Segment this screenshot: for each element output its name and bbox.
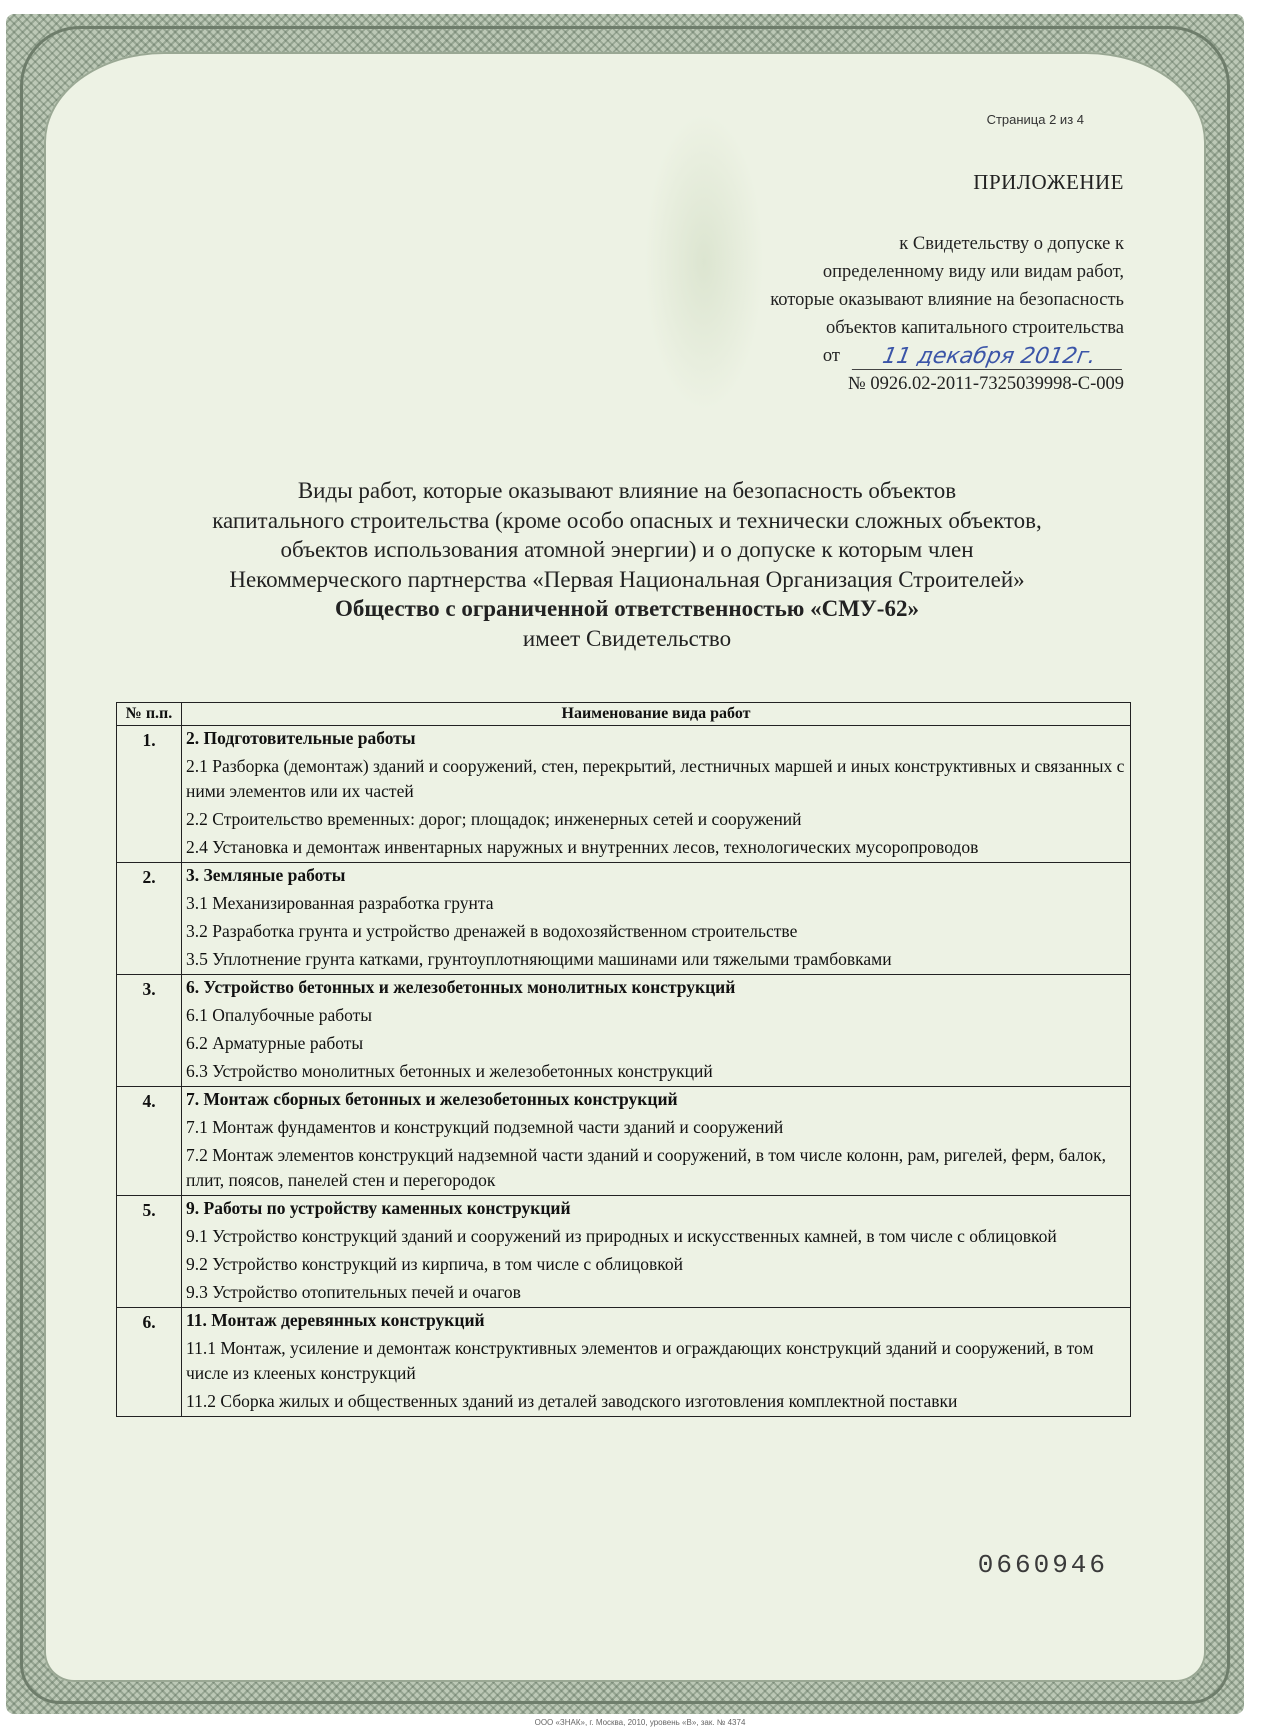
- header-num: № п.п.: [117, 703, 182, 726]
- ref-line-2: определенному виду или видам работ,: [822, 262, 1124, 282]
- table-row: [117, 1087, 1131, 1196]
- work-item: 6.1 Опалубочные работы: [186, 1005, 373, 1025]
- certificate-reference: [770, 230, 1124, 398]
- table-row: [117, 975, 1131, 1087]
- table-row: [117, 863, 1131, 975]
- handwritten-date: 11 декабря 2012г.: [852, 345, 1126, 370]
- row-content: [182, 1087, 1131, 1196]
- work-item: 2.1 Разборка (демонтаж) зданий и сооружений, стен, перекрытий, лестничных маршей и иных конструктивных и связанных с ними элементов или их частей: [186, 756, 1125, 801]
- serial-number: 0660946: [977, 1550, 1108, 1580]
- work-item: 3.2 Разработка грунта и устройство дренажей в водохозяйственном строительстве: [186, 921, 798, 941]
- date-prefix: от: [822, 346, 840, 366]
- work-item: 3.5 Уплотнение грунта катками, грунтоуплотняющими машинами или тяжелыми трамбовками: [186, 949, 892, 969]
- work-item: 11.2 Сборка жилых и общественных зданий из деталей заводского изготовления комплектной поставки: [186, 1391, 958, 1411]
- works-table-body: [117, 726, 1131, 1417]
- heading-line-2: капитального строительства (кроме особо опасных и технически сложных объектов,: [212, 507, 1042, 533]
- section-title: 2. Подготовительные работы: [186, 728, 416, 748]
- header-name: Наименование вида работ: [182, 703, 1131, 726]
- table-row: [117, 1196, 1131, 1308]
- work-item: 6.2 Арматурные работы: [186, 1033, 364, 1053]
- row-number: 1.: [117, 726, 182, 863]
- section-title: 6. Устройство бетонных и железобетонных монолитных конструкций: [186, 977, 736, 997]
- row-number: 4.: [117, 1087, 182, 1196]
- work-item: 6.3 Устройство монолитных бетонных и железобетонных конструкций: [186, 1061, 713, 1081]
- row-number: 6.: [117, 1308, 182, 1417]
- ref-line-1: к Свидетельству о допуске к: [899, 234, 1124, 254]
- row-number: 2.: [117, 863, 182, 975]
- row-content: [182, 726, 1131, 863]
- heading-line-3: объектов использования атомной энергии) и о допуске к которым член: [280, 537, 974, 562]
- certificate-number: № 0926.02-2011-7325039998-С-009: [848, 374, 1124, 394]
- row-number: 3.: [117, 975, 182, 1087]
- work-item: 3.1 Механизированная разработка грунта: [186, 893, 494, 913]
- ref-line-4: объектов капитального строительства: [825, 318, 1124, 338]
- section-title: 7. Монтаж сборных бетонных и железобетонных конструкций: [186, 1089, 678, 1109]
- work-item: 2.2 Строительство временных: дорог; площадок; инженерных сетей и сооружений: [186, 809, 802, 829]
- work-item: 2.4 Установка и демонтаж инвентарных наружных и внутренних лесов, технологических мусоропроводов: [186, 837, 979, 857]
- heading-line-4: Некоммерческого партнерства «Первая Национальная Организация Строителей»: [229, 566, 1025, 592]
- row-content: [182, 1196, 1131, 1308]
- table-row: [117, 1308, 1131, 1417]
- table-row: [117, 726, 1131, 863]
- work-item: 9.1 Устройство конструкций зданий и сооружений из природных и искусственных камней, в том числе с облицовкой: [186, 1226, 1057, 1246]
- appendix-title: ПРИЛОЖЕНИЕ: [973, 170, 1124, 194]
- row-content: [182, 975, 1131, 1087]
- document-heading: [112, 476, 1142, 653]
- ref-date-line: [770, 342, 1124, 370]
- heading-line-6: имеет Свидетельство: [522, 625, 732, 651]
- works-table: [116, 702, 1131, 1417]
- company-name: Общество с ограниченной ответственностью «СМУ-62»: [335, 596, 919, 621]
- row-content: [182, 863, 1131, 975]
- section-title: 3. Земляные работы: [186, 865, 346, 885]
- row-number: 5.: [117, 1196, 182, 1308]
- table-header-row: [117, 703, 1131, 726]
- section-title: 9. Работы по устройству каменных конструкций: [186, 1198, 571, 1218]
- work-item: 7.2 Монтаж элементов конструкций надземной части зданий и сооружений, в том числе колонн, рам, ригелей, ферм, балок, плит, поясов, панелей стен и перегородок: [186, 1145, 1106, 1190]
- ref-line-3: которые оказывают влияние на безопасность: [770, 290, 1124, 310]
- printer-imprint: ООО «ЗНАК», г. Москва, 2010, уровень «В», зак. № 4374: [534, 1718, 746, 1727]
- row-content: [182, 1308, 1131, 1417]
- section-title: 11. Монтаж деревянных конструкций: [186, 1310, 485, 1330]
- work-item: 11.1 Монтаж, усиление и демонтаж конструктивных элементов и ограждающих конструкций зданий и сооружений, в том числе из клееных конструкций: [186, 1338, 1094, 1383]
- heading-line-1: Виды работ, которые оказывают влияние на безопасность объектов: [297, 478, 957, 503]
- watermark-emblem: [644, 112, 764, 412]
- work-item: 9.3 Устройство отопительных печей и очагов: [186, 1282, 521, 1302]
- page-number: Страница 2 из 4: [986, 112, 1084, 127]
- work-item: 7.1 Монтаж фундаментов и конструкций подземной части зданий и сооружений: [186, 1117, 784, 1137]
- work-item: 9.2 Устройство конструкций из кирпича, в том числе с облицовкой: [186, 1254, 683, 1274]
